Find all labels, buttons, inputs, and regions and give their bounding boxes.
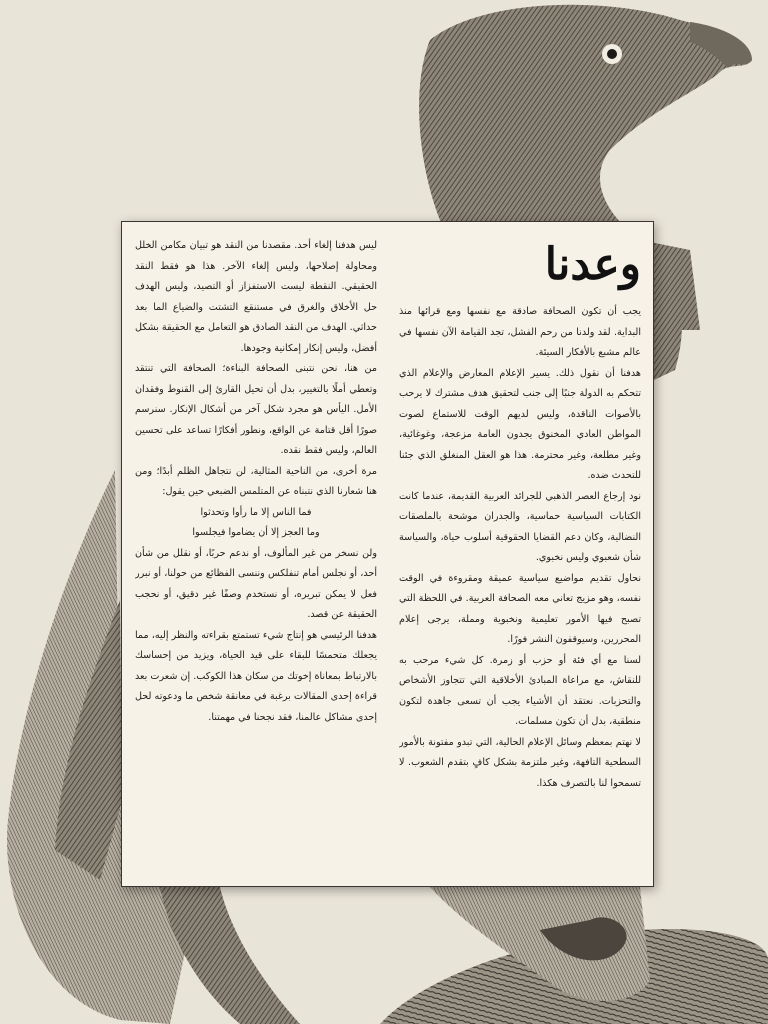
poem-line: فما الناس إلا ما رأوا وتحدثوا: [200, 506, 312, 518]
poem-verse: [135, 503, 377, 544]
paragraph: هدفنا الرئيسي هو إنتاج شيء تستمتع بقراءته والنظر إليه، مما يجعلك متحمسًا للبقاء على قيد الحياة، ويزيد من إحساسك بالارتباط بمعاناة إخوتك من سكان هذا الكوكب. إن شعرت بعد قراءة إحدى المقالات برغبة في معانقة شخص ما ودعوته لحل إحدى مشاكل عالمنا، فقد نجحنا في مهمتنا.: [135, 629, 377, 723]
paragraph: مرة أخرى، من الناحية المثالية، لن نتجاهل الظلم أبدًا؛ ومن هنا شعارنا الذي نتبناه عن المتلمس الضبعي حين يقول:: [135, 465, 377, 497]
paragraph: لسنا مع أي فئة أو حزب أو زمرة. كل شيء مرحب به للنقاش، مع مراعاة المبادئ الأخلاقية التي تتجاوز الأشخاص والتحزبات. نعتقد أن الأشياء يجب أن تسعى جاهدة لتكون منطقية، بدل أن تكون مسلمات.: [399, 654, 641, 727]
article-column-left: [135, 236, 377, 876]
paragraph: نود إرجاع العصر الذهبي للجرائد العربية القديمة، عندما كانت الكتابات السياسية حماسية، والجدران موشحة بالملصقات النضالية، وكان دعم القضايا الحقوقية أسلوب حياة، والسياسة شأن شعبوي وليس نخبوي.: [399, 490, 641, 563]
paragraph: لا نهتم بمعظم وسائل الإعلام الحالية، التي تبدو مفتونة بالأمور السطحية التافهة، وغير ملتزمة بشكل كافٍ بتقدم الشعوب. لا تسمحوا لنا بالتصرف هكذا.: [399, 736, 641, 789]
poem-line: وما العجز إلا أن يضاموا فيجلسوا: [192, 527, 320, 538]
paragraph: من هنا، نحن نتبنى الصحافة البناءة؛ الصحافة التي تنتقد وتعطي أملًا بالتغيير، بدل أن تحيل القارئ إلى القنوط وفقدان الأمل. اليأس هو مجرد شكل آخر من أشكال الإنكار. سنرسم صورًا أقل قتامة عن الواقع، ونطور أفكارًا تساعد على تحسين العالم، وليس فقط نقده.: [135, 363, 377, 456]
paragraph: ولن نسخر من غير المألوف، أو ندعم حربًا، أو نقلل من شأن أحد، أو نجلس أمام تنفلكس وننسى الفظائع من حولنا، أو نبرر فعل لا يمكن تبريره، أو نستخدم وصفًا غير دقيق، أو نحجب الحقيقة عن قصد.: [135, 547, 377, 620]
article-column-right: [399, 236, 641, 876]
paragraph: هدفنا أن نقول ذلك. يسير الإعلام المعارض والإعلام الذي تتحكم به الدولة جنبًا إلى جنب لتحقيق هدف مشترك لا يرحب بالأصوات الناقدة، وليس لديهم الوقت للاستماع لصوت المواطن العادي المخنوق يجدون العامة مزعجة، وغوغائية، وغير مطلعة، وغير محترمة. هذا هو العقل المنغلق الذي جئنا للتحدث ضده.: [399, 367, 641, 481]
paragraph: نحاول تقديم مواضيع سياسية عميقة ومقروءة في الوقت نفسه، وهو مزيج تعاني معه الصحافة العربية. في اللحظة التي تصبح فيها الأمور تعليمية ونخبوية ومملة، يرجى إعلام المحررين، وسيوقفون النشر فورًا.: [399, 572, 641, 645]
paragraph: ليس هدفنا إلغاء أحد. مقصدنا من النقد هو تبيان مكامن الخلل ومحاولة إصلاحها، وليس إلغاء الآخر. هذا هو فقط النقد الحقيقي. النقطة ليست الاستفزاز أو التصيد، وليس الهدف حل الأخلاق والغرق في مستنقع التشتت والضياع الما بعد حداثي. الهدف من النقد الصادق هو التعامل مع الحقيقة بشكل أفضل، وليس إنكار إمكانية وجودها.: [135, 240, 377, 354]
paragraph: يجب أن تكون الصحافة صادقة مع نفسها ومع قرائها منذ البداية. لقد ولدنا من رحم الفشل، تجد القيامة الآن نفسها في عالم مشبع بالأفكار السيئة.: [399, 306, 641, 358]
article-card: [121, 221, 654, 887]
article-title: وعدنا: [544, 239, 641, 290]
